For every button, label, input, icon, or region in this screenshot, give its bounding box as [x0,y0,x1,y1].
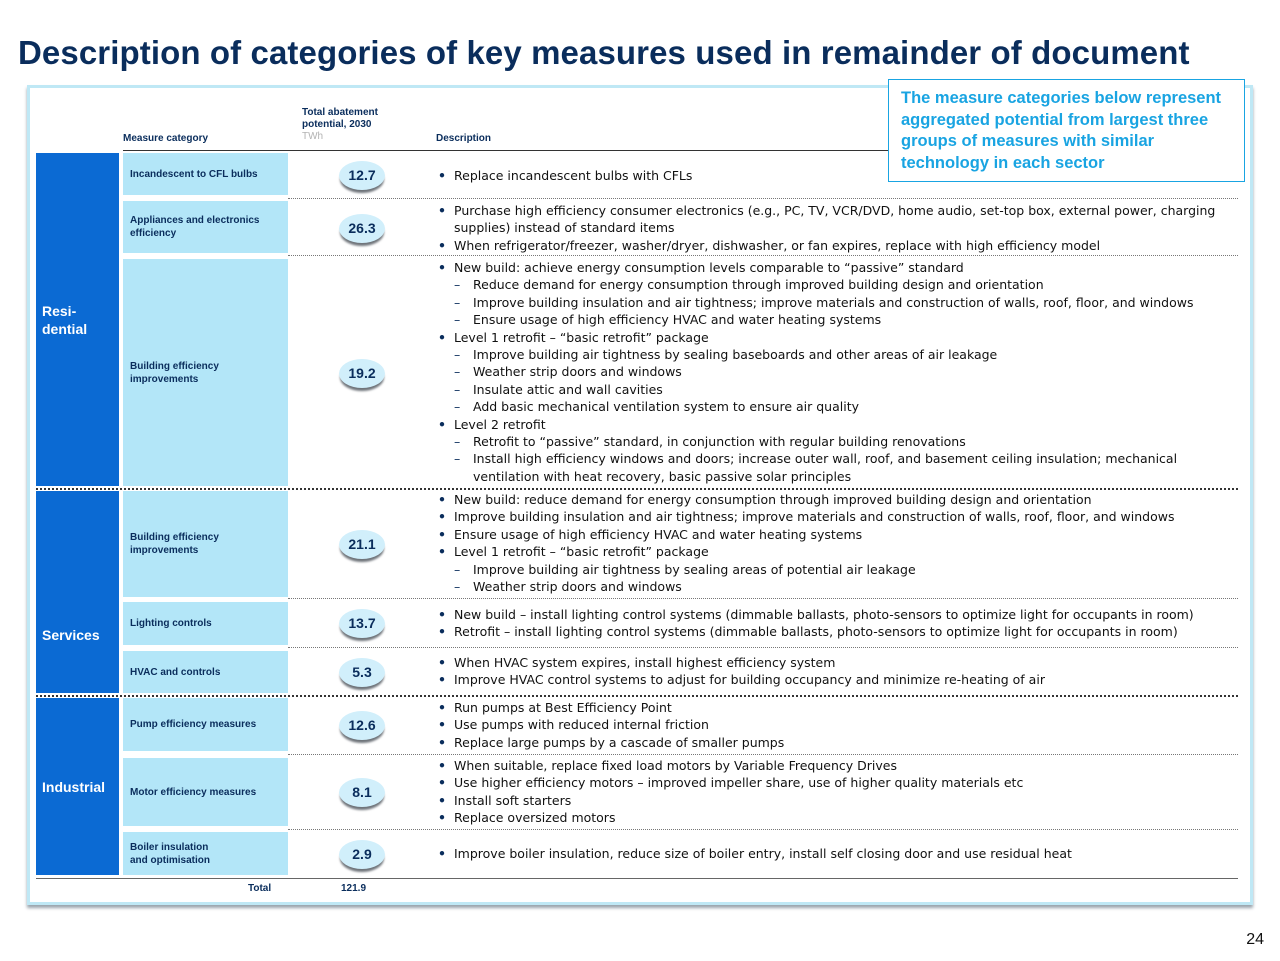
bullet-item: • Improve HVAC control systems to adjust for building occupancy and minimize re-heating of air [438,671,1228,688]
header-potential-line2: potential, 2030 [302,119,372,130]
bullet-item: • Level 2 retrofit [438,416,1228,433]
bullet-item: • When HVAC system expires, install highest efficiency system [438,654,1228,671]
header-description: Description [436,133,492,144]
sub-bullet-item: – Improve building air tightness by sealing areas of potential air leakage [438,561,1228,578]
bullet-item: • Install soft starters [438,792,1228,809]
callout-box: The measure categories below represent aggregated potential from largest three groups of measures with similar technology in each sector [888,79,1245,182]
value-incandescent-to-cfl: 12.7 [339,161,385,190]
category-motor-efficiency: Motor efficiency measures [123,758,288,826]
category-appliances-electronics: Appliances and electronics efficiency [123,201,288,253]
value-lighting-controls: 13.7 [339,609,385,638]
description-boiler-insulation [438,845,1228,862]
bullet-item: • New build – install lighting control systems (dimmable ballasts, photo-sensors to optimize light for occupants in room) [438,606,1228,623]
bullet-item: • Replace oversized motors [438,809,1228,826]
bullet-item: • Run pumps at Best Efficiency Point [438,699,1228,716]
value-services-building-efficiency: 21.1 [339,530,385,559]
bullet-item: • New build: reduce demand for energy consumption through improved building design and orientation [438,491,1228,508]
sector-separator [36,488,1238,490]
page-number: 24 [1246,931,1264,948]
bullet-item: • Use pumps with reduced internal friction [438,716,1228,733]
bullet-item: • Level 1 retrofit – “basic retrofit” package [438,543,1228,560]
row-separator [288,647,1238,648]
description-appliances-electronics [438,202,1228,254]
sub-bullet-item: – Improve building insulation and air tightness; improve materials and construction of walls, roof, floor, and windows [438,294,1228,311]
bullet-item: • Improve building insulation and air tightness; improve materials and construction of walls, roof, floor, and windows [438,508,1228,525]
header-divider [123,150,893,151]
category-pump-efficiency: Pump efficiency measures [123,698,288,751]
bullet-item: • Replace large pumps by a cascade of smaller pumps [438,734,1228,751]
value-residential-building-efficiency: 19.2 [339,359,385,388]
bullet-item: • New build: achieve energy consumption levels comparable to “passive” standard [438,259,1228,276]
bullet-item: • Improve boiler insulation, reduce size of boiler entry, install self closing door and use residual heat [438,845,1228,862]
category-lighting-controls: Lighting controls [123,602,288,645]
sub-bullet-item: – Ensure usage of high efficiency HVAC and water heating systems [438,311,1228,328]
header-potential-unit: TWh [302,131,324,142]
sub-bullet-item: – Add basic mechanical ventilation system to ensure air quality [438,398,1228,415]
sector-services [36,491,119,693]
category-incandescent-to-cfl: Incandescent to CFL bulbs [123,153,288,195]
total-label: Total [248,883,272,894]
category-hvac-controls: HVAC and controls [123,651,288,693]
header-potential-line1: Total abatement [302,107,378,118]
bullet-item: • When refrigerator/freezer, washer/dryer, dishwasher, or fan expires, replace with high efficiency model [438,237,1228,254]
bullet-item: • Level 1 retrofit – “basic retrofit” package [438,329,1228,346]
bullet-item: • Use higher efficiency motors – improved impeller share, use of higher quality materials etc [438,774,1228,791]
bullet-item: • Purchase high efficiency consumer electronics (e.g., PC, TV, VCR/DVD, home audio, set-top box, external power, charging supplies) instead of standard items [438,202,1228,237]
description-services-building-efficiency [438,491,1228,595]
description-motor-efficiency [438,757,1228,827]
value-motor-efficiency: 8.1 [339,778,385,807]
description-lighting-controls [438,606,1228,641]
row-separator [288,598,1238,599]
row-separator [288,829,1238,830]
bullet-item: • Retrofit – install lighting control systems (dimmable ballasts, photo-sensors to optimize light for occupants in room) [438,623,1228,640]
value-boiler-insulation: 2.9 [339,840,385,869]
header-measure-category: Measure category [123,133,209,144]
value-hvac-controls: 5.3 [339,658,385,687]
description-residential-building-efficiency [438,259,1228,485]
sector-residential: Resi- dential [36,153,119,486]
bullet-item: • Replace incandescent bulbs with CFLs [438,167,1228,184]
table-bottom-line [36,878,1238,879]
category-boiler-insulation: Boiler insulation and optimisation [123,832,288,875]
sub-bullet-item: – Install high efficiency windows and doors; increase outer wall, roof, and basement ceiling insulation; mechanical ventilation with heat recovery, basic passive solar principles [438,450,1228,485]
sub-bullet-item: – Retrofit to “passive” standard, in conjunction with regular building renovations [438,433,1228,450]
sub-bullet-item: – Improve building air tightness by sealing baseboards and other areas of air leakage [438,346,1228,363]
description-pump-efficiency [438,699,1228,751]
row-separator [288,198,1238,199]
row-separator [288,754,1238,755]
sector-separator [36,695,1238,697]
page-title: Description of categories of key measures used in remainder of document [18,34,1190,71]
row-separator [288,255,1238,256]
total-value: 121.9 [341,883,367,894]
description-hvac-controls [438,654,1228,689]
sub-bullet-item: – Insulate attic and wall cavities [438,381,1228,398]
sub-bullet-item: – Weather strip doors and windows [438,578,1228,595]
sub-bullet-item: – Reduce demand for energy consumption through improved building design and orientation [438,276,1228,293]
sector-industrial: Industrial [36,698,119,875]
category-services-building-efficiency: Building efficiency improvements [123,491,288,597]
value-appliances-electronics: 26.3 [339,214,385,243]
category-residential-building-efficiency: Building efficiency improvements [123,259,288,486]
header-abatement-potential [302,107,378,143]
sub-bullet-item: – Weather strip doors and windows [438,363,1228,380]
bullet-item: • Ensure usage of high efficiency HVAC and water heating systems [438,526,1228,543]
sector-services-label: Services [42,627,100,643]
bullet-item: • When suitable, replace fixed load motors by Variable Frequency Drives [438,757,1228,774]
value-pump-efficiency: 12.6 [339,711,385,740]
